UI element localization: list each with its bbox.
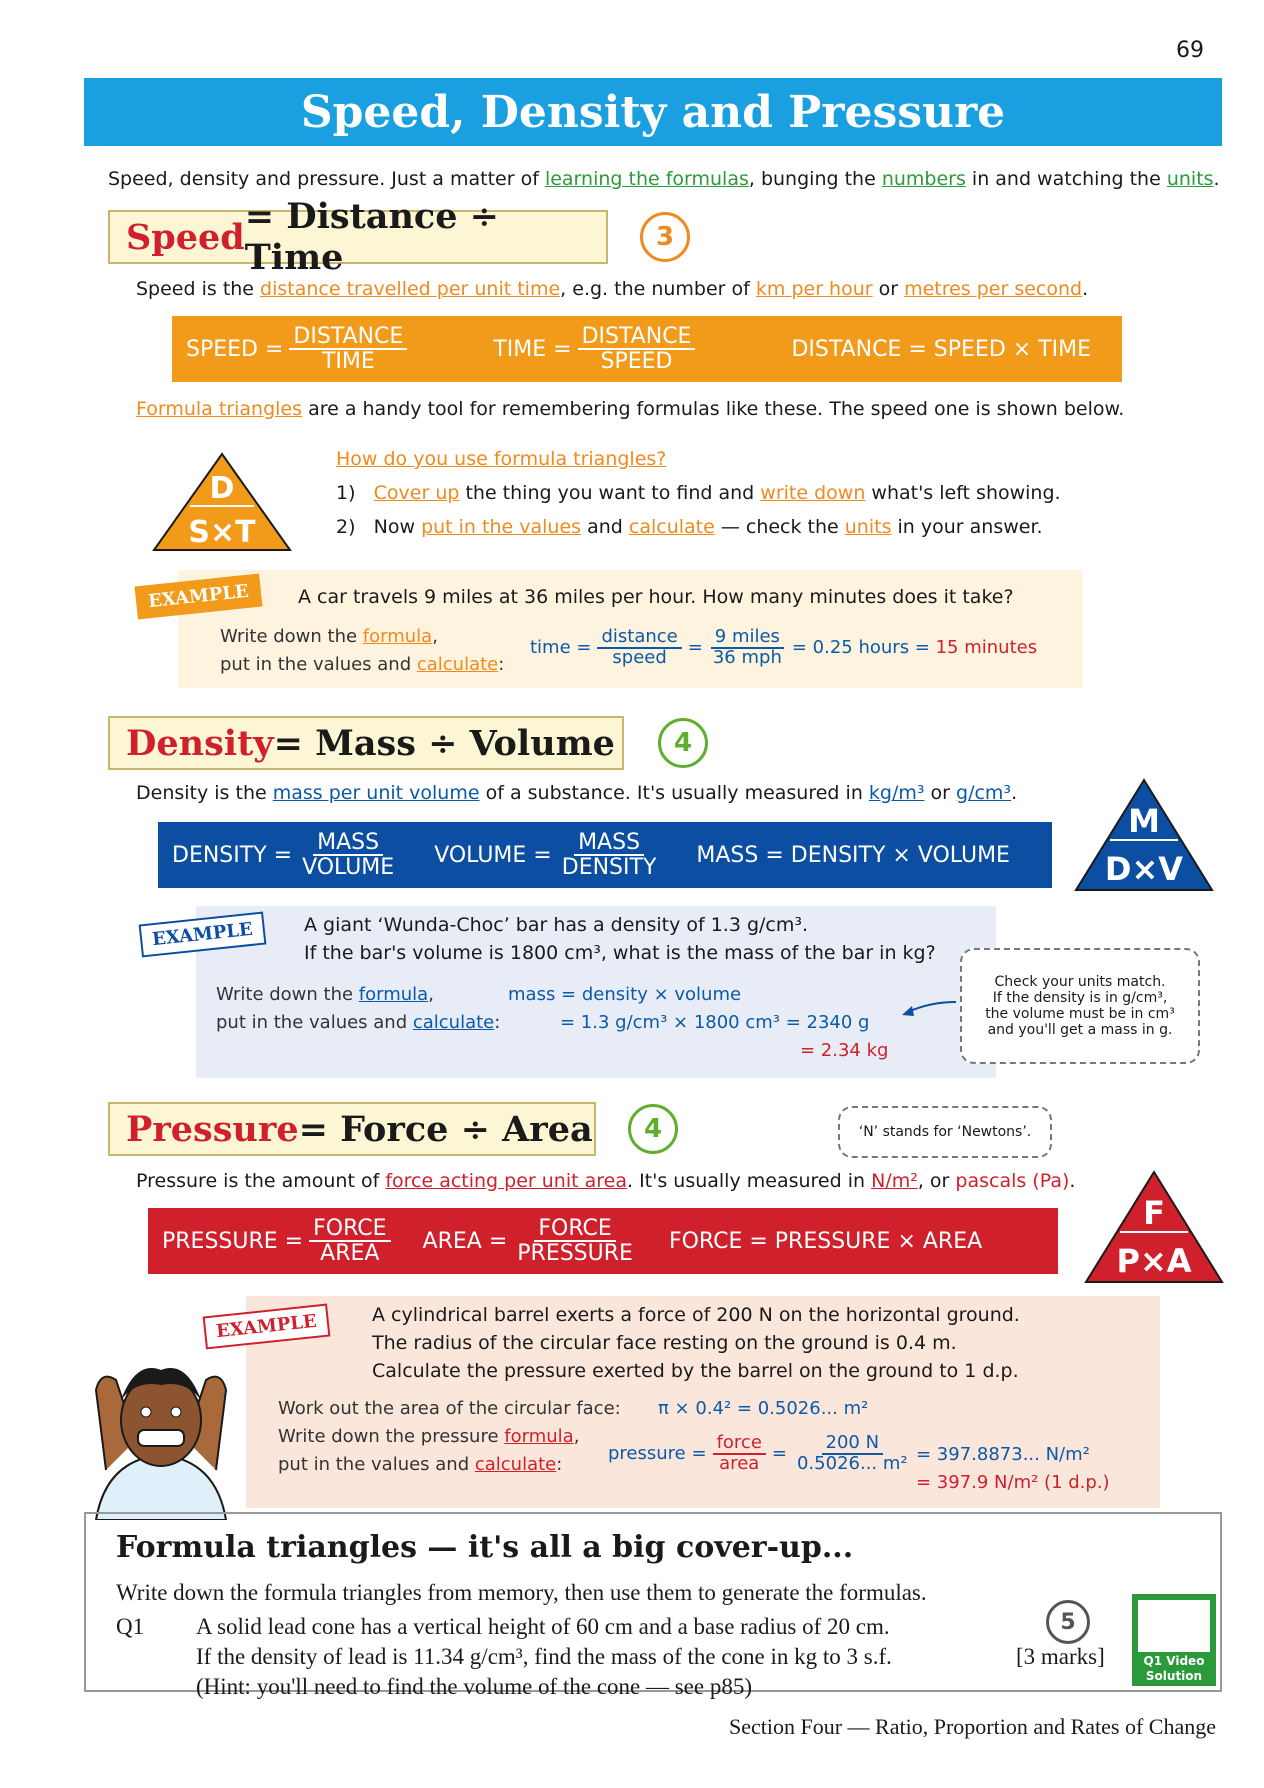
pressure-area-calc: π × 0.4² = 0.5026... m² (658, 1398, 869, 1419)
speed-heading: Speed = Distance ÷ Time (108, 210, 608, 264)
density-example-q1: A giant ‘Wunda-Choc’ bar has a density of 1.3 g/cm³. (304, 914, 809, 936)
practice-question-label: Q1 (116, 1614, 145, 1639)
density-heading: Density = Mass ÷ Volume (108, 716, 624, 770)
density-example-instr-1: Write down the formula, (216, 984, 434, 1005)
speed-example-instr-2: put in the values and calculate: (220, 654, 505, 675)
pressure-definition: Pressure is the amount of force acting per unit area. It's usually measured in N/m², or pascals (Pa). (136, 1170, 1076, 1192)
section-footer: Section Four — Ratio, Proportion and Rates of Change (729, 1714, 1216, 1739)
intro-link-units: units (1166, 168, 1214, 190)
pressure-example-instr-2: Write down the pressure formula, (278, 1426, 580, 1447)
pressure-example-q2: The radius of the circular face resting on the ground is 0.4 m. (372, 1332, 957, 1354)
svg-text:M: M (1128, 802, 1160, 840)
pressure-triangle (1082, 1168, 1226, 1286)
density-example-q2: If the bar's volume is 1800 cm³, what is the mass of the bar in kg? (304, 942, 936, 964)
grade-badge-density: 4 (658, 718, 708, 768)
speed-example-answer: 15 minutes (935, 637, 1038, 659)
pressure-result-2: = 397.9 N/m² (1 d.p.) (916, 1472, 1110, 1493)
video-solution-label: Q1 Video Solution (1132, 1652, 1216, 1686)
intro-link-formulas: learning the formulas (544, 168, 749, 190)
triangle-note: Formula triangles are a handy tool for remembering formulas like these. The speed one is shown below. (136, 398, 1125, 420)
svg-text:D: D (209, 471, 235, 506)
pressure-formula-box: PRESSURE = $\frac{\text{FORCE}}{\text{AREA}}$ AREA = $\frac{\text{FORCE}}{\text{PRESSURE}}$ FORCE = PRESSURE × AREA (148, 1208, 1058, 1274)
speed-example-calc: time = $\frac{\text{distance}}{\text{speed}}$ = $\frac{\text{9 miles}}{\text{36 mph}}$ = 0.25 hours = 15 minutes (530, 626, 1038, 668)
density-triangle (1072, 776, 1216, 894)
pressure-example-instr-1: Work out the area of the circular face: (278, 1398, 621, 1419)
grade-badge-speed: 3 (640, 212, 690, 262)
page-number: 69 (1176, 38, 1204, 63)
practice-question-hint: (Hint: you'll need to find the volume of the cone — see p85) (196, 1674, 753, 1699)
svg-text:P×A: P×A (1116, 1242, 1192, 1280)
intro-text: Speed, density and pressure. Just a matter of learning the formulas, bunging the numbers in and watching the units. (108, 168, 1220, 190)
pressure-calc: pressure = $\frac{\text{force}}{\text{area}}$ = $\frac{200 N}{\text{0.5026... m²}}$ (608, 1432, 908, 1474)
arrow-icon (900, 996, 960, 1020)
speed-definition: Speed is the distance travelled per unit time, e.g. the number of km per hour or metres per second. (136, 278, 1089, 300)
svg-text:D×V: D×V (1104, 850, 1184, 888)
newton-note: ‘N’ stands for ‘Newtons’. (838, 1106, 1052, 1158)
density-calc-1: mass = density × volume (508, 984, 742, 1005)
density-formula-box: DENSITY = $\frac{\text{MASS}}{\text{VOLUME}}$ VOLUME = $\frac{\text{MASS}}{\text{DENSITY}}$ MASS = DENSITY × VOLUME (158, 822, 1052, 888)
speed-example-question: A car travels 9 miles at 36 miles per hour. How many minutes does it take? (298, 586, 1014, 608)
speed-triangle (150, 450, 294, 554)
density-definition: Density is the mass per unit volume of a substance. It's usually measured in kg/m³ or g/cm³. (136, 782, 1018, 804)
intro-link-numbers: numbers (881, 168, 966, 190)
howto-title: How do you use formula triangles? (336, 448, 667, 470)
grade-badge-practice: 5 (1046, 1600, 1090, 1644)
speed-example-instr-1: Write down the formula, (220, 626, 438, 647)
pressure-example-tag: EXAMPLE (203, 1304, 331, 1350)
howto-step-2: 2) Now put in the values and calculate — check the units in your answer. (336, 516, 1043, 538)
grade-badge-pressure: 4 (628, 1104, 678, 1154)
video-solution-qr[interactable] (1132, 1594, 1216, 1686)
pressure-heading: Pressure = Force ÷ Area (108, 1102, 596, 1156)
speed-formula-box: SPEED = $\frac{\text{DISTANCE}}{\text{TIME}}$ TIME = $\frac{\text{DISTANCE}}{\text{SPEED}}$ DISTANCE = SPEED × TIME (172, 316, 1122, 382)
practice-question-line-1: A solid lead cone has a vertical height of 60 cm and a base radius of 20 cm. (196, 1614, 890, 1639)
practice-instruction: Write down the formula triangles from memory, then use them to generate the formulas. (116, 1580, 927, 1605)
density-units-note: Check your units match. If the density is in g/cm³, the volume must be in cm³ and you'll get a mass in g. (960, 948, 1200, 1064)
practice-question-line-2: If the density of lead is 11.34 g/cm³, find the mass of the cone in kg to 3 s.f. (196, 1644, 892, 1669)
density-example-instr-2: put in the values and calculate: (216, 1012, 501, 1033)
density-example-tag: EXAMPLE (139, 912, 267, 958)
svg-text:F: F (1143, 1194, 1165, 1232)
pressure-example-instr-3: put in the values and calculate: (278, 1454, 563, 1475)
speed-example-tag: EXAMPLE (135, 574, 263, 620)
density-calc-2: = 1.3 g/cm³ × 1800 cm³ = 2340 g (560, 1012, 870, 1033)
svg-text:S×T: S×T (188, 515, 256, 550)
practice-title: Formula triangles — it's all a big cover-up... (116, 1530, 854, 1565)
pressure-example-q3: Calculate the pressure exerted by the barrel on the ground to 1 d.p. (372, 1360, 1019, 1382)
pressure-example-q1: A cylindrical barrel exerts a force of 200 N on the horizontal ground. (372, 1304, 1020, 1326)
density-calc-3: = 2.34 kg (800, 1040, 889, 1061)
practice-marks: [3 marks] (1016, 1644, 1105, 1669)
howto-step-1: 1) Cover up the thing you want to find and write down what's left showing. (336, 482, 1061, 504)
stressed-character-illustration (76, 1350, 246, 1520)
page-title: Speed, Density and Pressure (84, 78, 1222, 146)
pressure-result-1: = 397.8873... N/m² (916, 1444, 1090, 1465)
